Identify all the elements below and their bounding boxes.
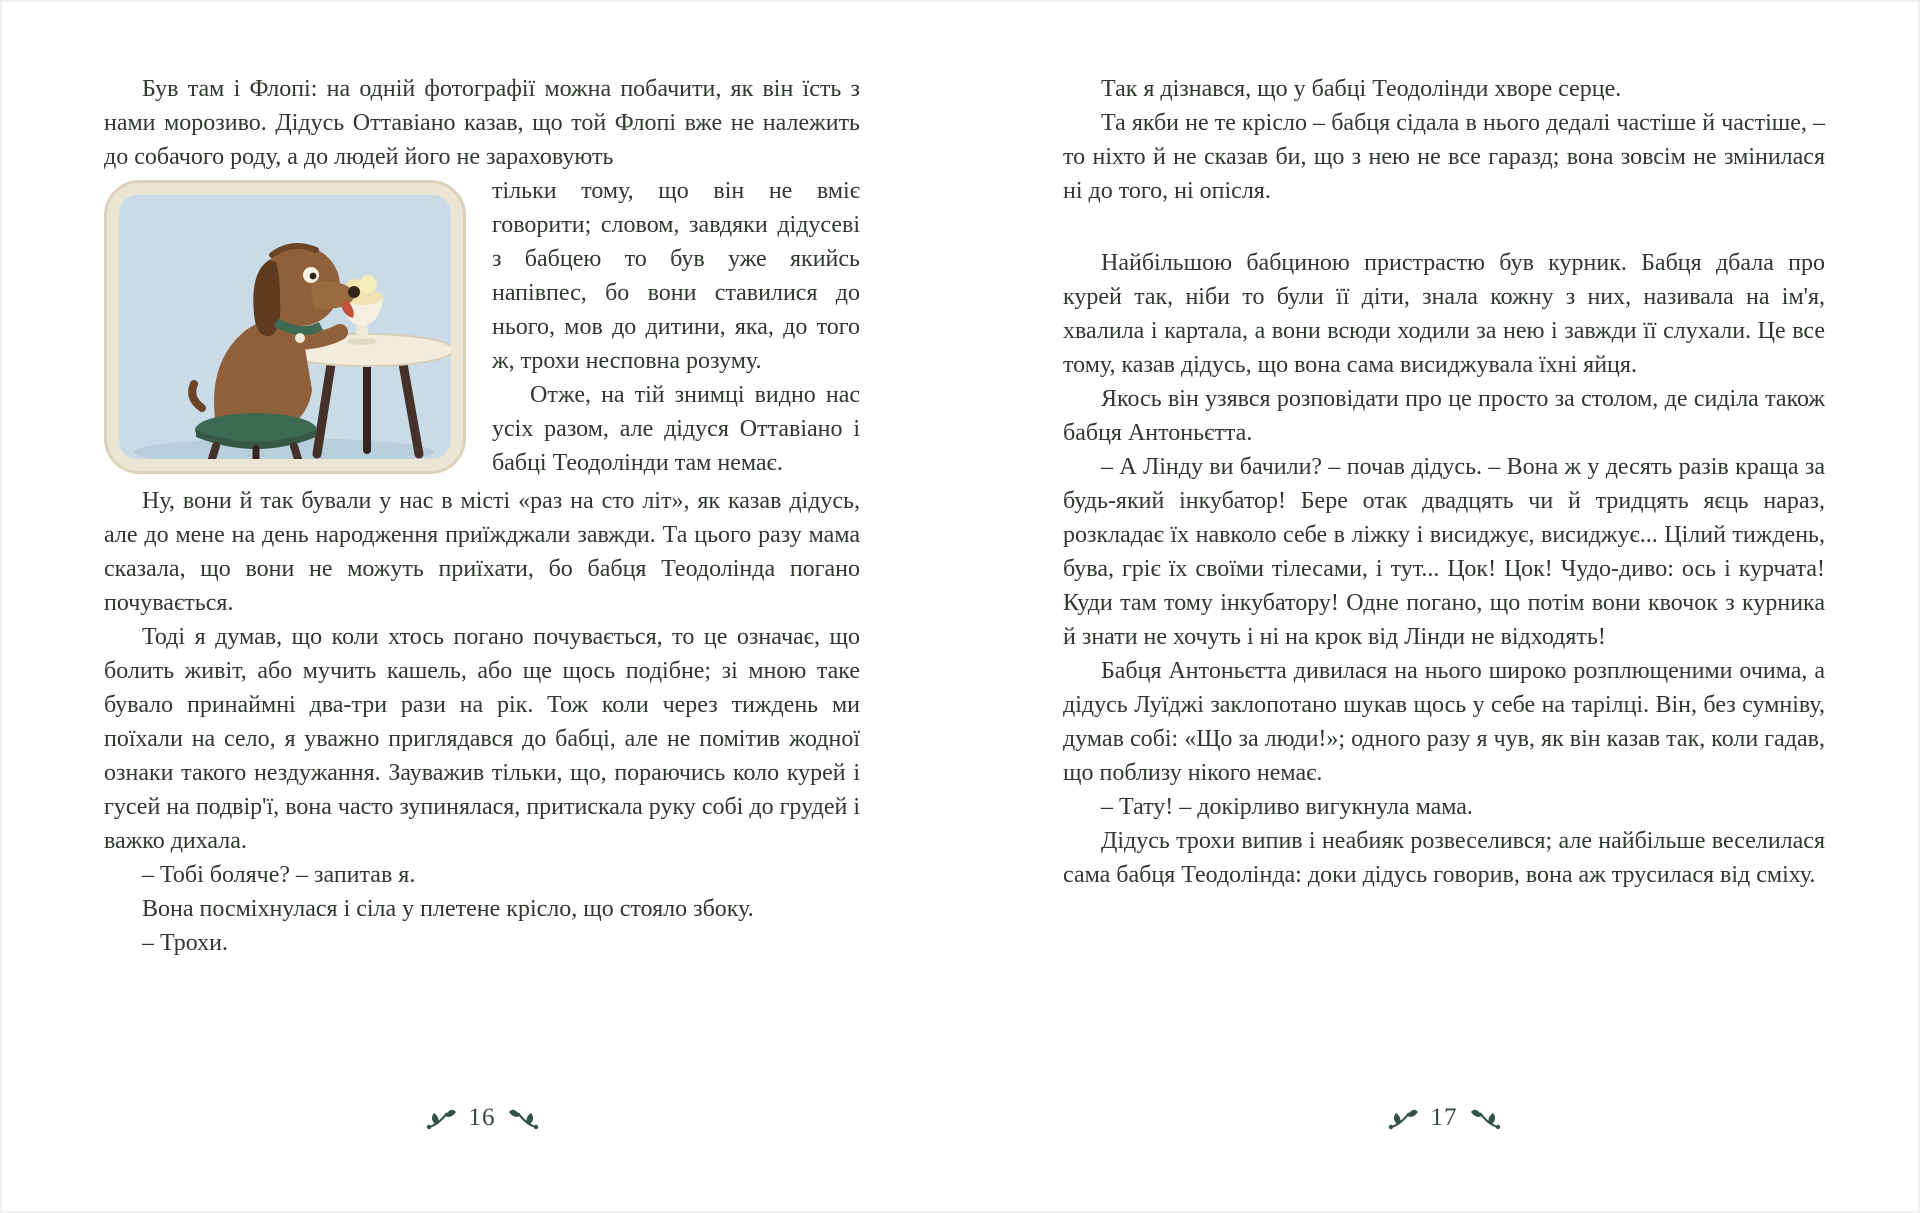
paragraph: Бабця Антоньєтта дивилася на нього широко розплющеними очима, а дідусь Луїджі заклопотано шукав щось у себе на тарілці. Він, без сумніву, думав собі: «Що за люди!»; одного разу я чув, як він казав так, коли гадав, що поблизу нікого немає. — [1063, 658, 1825, 786]
dialogue-line: – Тобі боляче? – запитав я. — [142, 862, 416, 888]
paragraph: Так я дізнався, що у бабці Теодолінди хворе серце. — [1101, 76, 1622, 102]
paragraph: Був там і Флопі: на одній фотографії можна побачити, як він їсть з нами морозиво. Дідусь Оттавіано казав, що той Флопі вже не належить до собачого роду, а до людей його не зараховують — [104, 76, 860, 170]
paragraph-with-illustration — [104, 174, 860, 480]
paragraph: Якось він узявся розповідати про це просто за столом, де сиділа також бабця Антоньєтта. — [1063, 386, 1825, 446]
page-17 — [1063, 0, 1825, 1213]
paragraph: Тоді я думав, що коли хтось погано почувається, то це означає, що болить живіт, або мучить кашель, або ще щось подібне; зі мною таке бувало принаймні два-три рази на рік. Тож коли через тиждень ми поїхали на село, я уважно приглядався до бабці, але не помітив жодної ознаки такого нездужання. Зауважив тільки, що, пораючись коло курей і гусей на подвір'ї, вона часто зупинялася, притискала руку собі до грудей і важко дихала. — [104, 624, 860, 854]
page-number: 16 — [468, 1104, 496, 1131]
dog-illustration-art — [104, 180, 466, 474]
leaf-ornament-left-icon — [425, 1106, 457, 1130]
leaf-ornament-left-icon — [1387, 1106, 1419, 1130]
paragraph: Та якби не те крісло – бабця сідала в нього дедалі частіше й частіше, – то ніхто й не сказав би, що з нею не все гаразд; вона зовсім не змінилася ні до того, ні опісля. — [1063, 110, 1825, 204]
page-number: 17 — [1430, 1104, 1458, 1131]
dialogue-line: – Трохи. — [142, 930, 228, 956]
dialogue-line: – Тату! – докірливо вигукнула мама. — [1101, 794, 1473, 820]
page-16-text — [104, 72, 860, 960]
dialogue-line: – А Лінду ви бачили? – почав дідусь. – Вона ж у десять разів краща за будь-який інкубатор! Бере отак двадцять чи й тридцять яєць нараз, розкладає їх навколо себе в ліжку і висиджує, висиджує... Цілий тиждень, бува, гріє їх своїми тілесами, і тут... Цок! Цок! Чудо-диво: ось і курчата! Куди там тому інкубатору! Одне погано, що потім вони квочок з курника й знати не хочуть і ні на крок від Лінди не відходять! — [1063, 454, 1825, 650]
paragraph: Ну, вони й так бували у нас в місті «раз на сто літ», як казав дідусь, але до мене на день народження приїжджали завжди. Та цього разу мама сказала, що вони не можуть приїхати, бо бабця Теодолінда погано почувається. — [104, 488, 860, 616]
page-16-footer — [104, 1104, 860, 1132]
leaf-ornament-right-icon — [508, 1106, 540, 1130]
paragraph: Найбільшою бабциною пристрастю був курник. Бабця дбала про курей так, ніби то були її діти, знала кожну з них, називала на ім'я, хвалила і картала, а вони всюди ходили за нею і завжди її слухали. Це все тому, казав дідусь, що вона сама висиджувала їхні яйця. — [1063, 250, 1825, 378]
paragraph: тільки тому, що він не вміє говорити; словом, завдяки дідусеві з бабцею то був уже якийсь напівпес, бо вони ставилися до нього, мов до дитини, яка, до того ж, трохи несповна розуму. — [492, 178, 860, 374]
dog-ice-cream-illustration — [104, 180, 466, 474]
page-17-footer — [1063, 1104, 1825, 1132]
paragraph: Дідусь трохи випив і неабияк розвеселився; але найбільше веселилася сама бабця Теодолінда: доки дідусь говорив, вона аж трусилася від сміху. — [1063, 828, 1825, 888]
page-17-text — [1063, 72, 1825, 892]
paragraph-spacer — [1063, 208, 1825, 246]
paragraph: Вона посміхнулася і сіла у плетене крісло, що стояло збоку. — [142, 896, 754, 922]
leaf-ornament-right-icon — [1470, 1106, 1502, 1130]
page-16 — [104, 0, 860, 1213]
paragraph: Отже, на тій знимці видно нас усіх разом, але дідуся Оттавіано і бабці Теодолінди там немає. — [492, 382, 860, 476]
